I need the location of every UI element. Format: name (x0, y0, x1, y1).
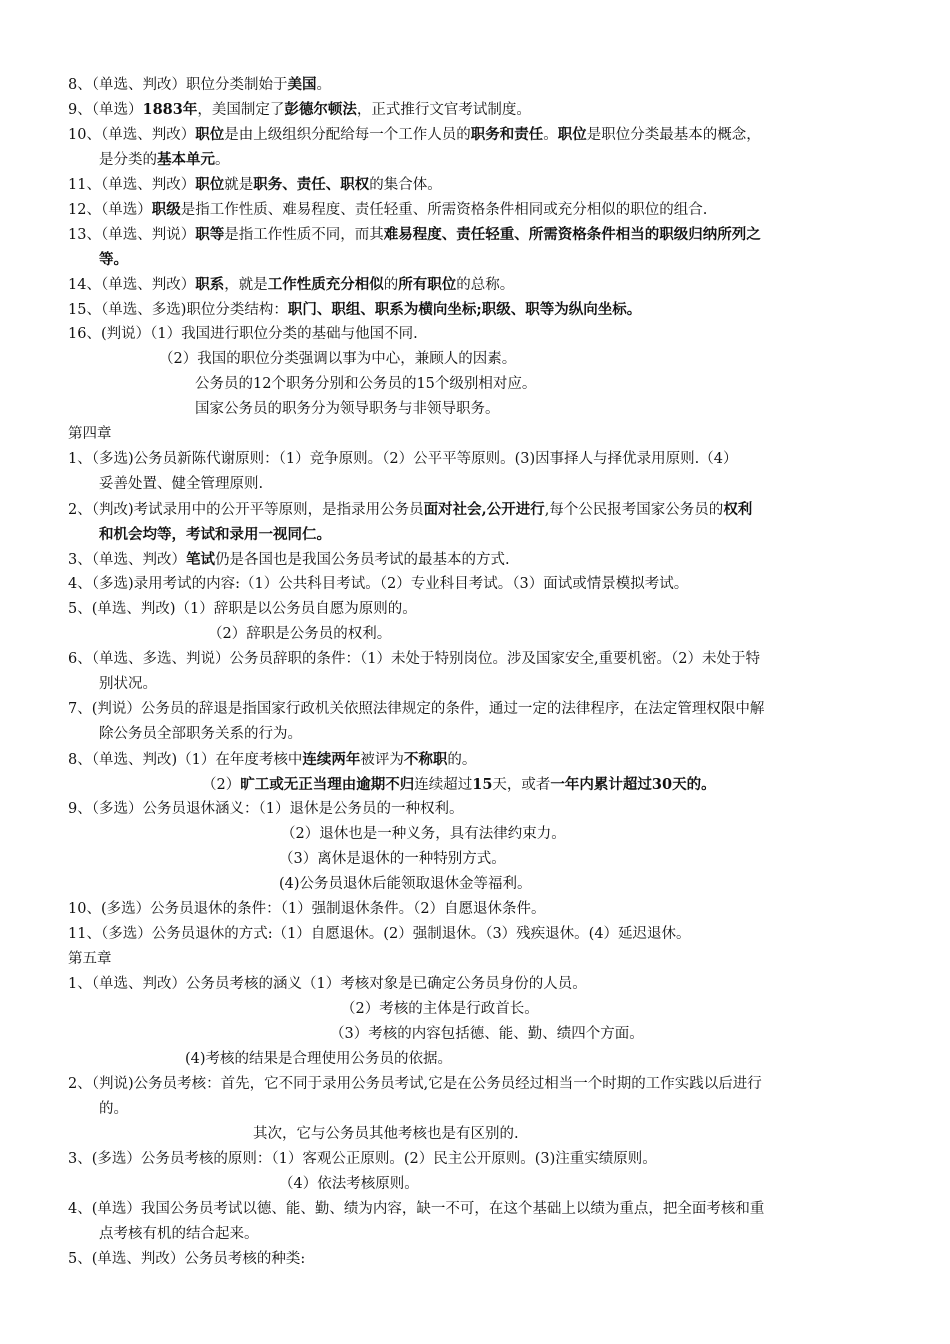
text-line (68, 1122, 888, 1147)
text-run: 国家公务员的职务分为领导职务与非领导职务。 (195, 401, 500, 417)
text-run: （2）我国的职位分类强调以事为中心，兼顾人的因素。 (159, 351, 517, 367)
text-run: 公务员的12个职务分别和公务员的15个级别相对应。 (195, 376, 537, 392)
text-line (68, 422, 888, 447)
text-line (68, 847, 888, 872)
text-line (68, 547, 888, 572)
bold-text: 权利 (723, 501, 753, 518)
text-run: 8、（单选、判改）职位分类制始于 (68, 77, 288, 93)
text-run: 是指工作性质、难易程度、责任轻重、所需资格条件相同或充分相似的职位的组合. (180, 202, 708, 218)
text-line (68, 772, 888, 797)
text-line (68, 897, 888, 922)
bold-text: 基本单元 (157, 151, 215, 168)
text-run: 。 (543, 127, 558, 143)
text-line (68, 1097, 888, 1122)
text-run: 的集合体。 (369, 177, 442, 193)
text-line (68, 322, 888, 347)
text-run: （4）依法考核原则。 (279, 1176, 419, 1192)
text-line (68, 722, 888, 747)
text-line (68, 497, 888, 522)
text-run: 的。 (99, 1101, 128, 1117)
text-run: （2）辞职是公务员的权利。 (208, 626, 392, 642)
text-run: （3）离休是退休的一种特别方式。 (279, 851, 506, 867)
text-line (68, 972, 888, 997)
text-line (68, 647, 888, 672)
text-run: 1、（多选)公务员新陈代谢原则：（1）竞争原则。（2）公平平等原则。(3)因事择人与择优录用原则.（4） (68, 451, 738, 467)
text-run: 11、（单选、判改） (68, 177, 196, 193)
text-line (68, 1197, 888, 1222)
text-run: （3）考核的内容包括德、能、勤、绩四个方面。 (330, 1026, 644, 1042)
text-run: 3、（单选、判改） (68, 552, 186, 568)
bold-text: 连续两年 (302, 751, 361, 768)
bold-text: 职务和责任 (470, 126, 544, 143)
bold-text: 彭德尔顿法 (284, 101, 357, 118)
bold-text: 1883年 (142, 101, 198, 118)
text-line (68, 397, 888, 422)
text-run: 5、(单选、判改）公务员考核的种类: (68, 1251, 306, 1267)
text-line (68, 1247, 888, 1272)
text-line (68, 622, 888, 647)
text-run: (4)公务员退休后能领取退休金等福利。 (279, 876, 532, 892)
text-line (68, 822, 888, 847)
text-line (68, 1222, 888, 1247)
text-line (68, 697, 888, 722)
text-run: 。 (215, 152, 230, 168)
text-run: 仍是各国也是我国公务员考试的最基本的方式. (214, 552, 510, 568)
text-line (68, 297, 888, 322)
text-line (68, 147, 888, 172)
text-run: 2、（判改)考试录用中的公开平等原则，是指录用公务员 (68, 502, 424, 518)
text-run: 14、（单选、判改） (68, 277, 196, 293)
bold-text: 一年内累计超过30天的。 (550, 776, 716, 793)
text-line (68, 372, 888, 397)
text-line (68, 1072, 888, 1097)
text-run: 7、(判说）公务员的辞退是指国家行政机关依照法律规定的条件，通过一定的法律程序，在法定管理权限中解 (68, 701, 765, 717)
text-run: 11、（多选）公务员退休的方式:（1）自愿退休。(2）强制退休。（3）残疾退休。(4）延迟退休。 (68, 926, 691, 942)
text-run: 天，或者 (492, 777, 551, 793)
text-run: 4、（多选)录用考试的内容:（1）公共科目考试。（2）专业科目考试。（3）面试或情景模拟考试。 (68, 576, 689, 592)
text-line (68, 122, 888, 147)
text-line (68, 872, 888, 897)
text-line (68, 797, 888, 822)
text-run: 。 (316, 77, 331, 93)
text-run: 2、（判说)公务员考核：首先，它不同于录用公务员考试,它是在公务员经过相当一个时期的工作实践以后进行 (68, 1076, 762, 1092)
text-run: 的总称。 (456, 277, 515, 293)
bold-text: 等。 (99, 251, 128, 268)
bold-text: 所有职位 (398, 276, 457, 293)
bold-text: 15 (472, 776, 493, 793)
bold-text: 职位 (557, 126, 587, 143)
text-run: ,每个公民报考国家公务员的 (544, 502, 724, 518)
text-line (68, 1147, 888, 1172)
text-line (68, 97, 888, 122)
text-line (68, 572, 888, 597)
text-run: 10、(多选）公务员退休的条件：（1）强制退休条件。（2）自愿退休条件。 (68, 901, 546, 917)
text-run: 第四章 (68, 426, 112, 442)
text-line (68, 672, 888, 697)
text-line (68, 522, 888, 547)
text-run: 13、（单选、判说） (68, 227, 196, 243)
bold-text: 美国 (287, 76, 317, 93)
text-line (68, 947, 888, 972)
text-run: ，就是 (224, 277, 268, 293)
text-line (68, 272, 888, 297)
text-run: 是指工作性质不同，而其 (224, 227, 384, 243)
text-run: 6、（单选、多选、判说）公务员辞职的条件：（1）未处于特别岗位。涉及国家安全,重要机密。（2）未处于特 (68, 651, 761, 667)
text-run: 第五章 (68, 951, 112, 967)
text-run: 就是 (224, 177, 254, 193)
document-page (68, 72, 888, 1272)
bold-text: 难易程度、责任轻重、所需资格条件相当的职级归纳所列之 (383, 226, 761, 243)
text-line (68, 922, 888, 947)
text-line (68, 1047, 888, 1072)
bold-text: 不称职 (403, 751, 448, 768)
text-run: 被评为 (360, 752, 404, 768)
bold-text: 工作性质充分相似 (267, 276, 384, 293)
text-run: 连续超过 (414, 777, 473, 793)
text-run: ，美国制定了 (197, 102, 285, 118)
text-run: ，正式推行文官考试制度。 (356, 102, 531, 118)
text-run: 5、(单选、判改)（1）辞职是以公务员自愿为原则的。 (68, 601, 417, 617)
text-run: 其次，它与公务员其他考核也是有区别的. (253, 1126, 519, 1142)
text-line (68, 72, 888, 97)
text-line (68, 997, 888, 1022)
text-line (68, 472, 888, 497)
text-run: 10、（单选、判改） (68, 127, 196, 143)
bold-text: 旷工或无正当理由逾期不归 (240, 776, 415, 793)
text-run: 15、（单选、多选)职位分类结构： (68, 302, 288, 318)
text-run: （2）退休也是一种义务，具有法律约束力。 (281, 826, 566, 842)
text-run: 除公务员全部职务关系的行为。 (99, 726, 302, 742)
bold-text: 面对社会,公开进行 (423, 501, 545, 518)
text-run: 4、(单选）我国公务员考试以德、能、勤、绩为内容，缺一不可，在这个基础上以绩为重点，把全面考核和重 (68, 1201, 765, 1217)
text-line (68, 172, 888, 197)
text-line (68, 747, 888, 772)
text-run: 12、（单选） (68, 202, 152, 218)
text-run: 妥善处置、健全管理原则. (99, 476, 264, 492)
text-line (68, 1172, 888, 1197)
bold-text: 职系 (195, 276, 225, 293)
text-run: 1、（单选、判改）公务员考核的涵义（1）考核对象是已确定公务员身份的人员。 (68, 976, 587, 992)
text-run: 3、(多选）公务员考核的原则：（1）客观公正原则。(2）民主公开原则。(3)注重实绩原则。 (68, 1151, 657, 1167)
bold-text: 笔试 (185, 551, 215, 568)
bold-text: 和机会均等，考试和录用一视同仁。 (99, 526, 331, 543)
text-run: 别状况。 (99, 676, 157, 692)
text-run: 的。 (447, 752, 477, 768)
bold-text: 职级 (151, 201, 181, 218)
bold-text: 职门、职组、职系为横向坐标;职级、职等为纵向坐标。 (287, 301, 642, 318)
text-run: 9、（多选）公务员退休涵义：（1）退休是公务员的一种权利。 (68, 801, 464, 817)
text-line (68, 447, 888, 472)
text-line (68, 247, 888, 272)
bold-text: 职位 (195, 126, 225, 143)
text-run: 是分类的 (99, 152, 157, 168)
text-line (68, 197, 888, 222)
text-run: 是职位分类最基本的概念， (586, 127, 761, 143)
text-run: 是由上级组织分配给每一个工作人员的 (224, 127, 471, 143)
text-run: 8、（单选、判改)（1）在年度考核中 (68, 752, 303, 768)
text-run: （2） (202, 777, 241, 793)
text-run: 的 (383, 277, 399, 293)
text-run: 16、(判说）（1）我国进行职位分类的基础与他国不同. (68, 326, 418, 342)
bold-text: 职务、责任、职权 (253, 176, 370, 193)
text-line (68, 222, 888, 247)
text-line (68, 347, 888, 372)
bold-text: 职位 (195, 176, 225, 193)
bold-text: 职等 (195, 226, 225, 243)
text-line (68, 597, 888, 622)
text-run: （2）考核的主体是行政首长。 (341, 1001, 539, 1017)
text-run: 9、（单选） (68, 102, 143, 118)
text-line (68, 1022, 888, 1047)
text-run: (4)考核的结果是合理使用公务员的依据。 (185, 1051, 453, 1067)
text-run: 点考核有机的结合起来。 (99, 1226, 259, 1242)
